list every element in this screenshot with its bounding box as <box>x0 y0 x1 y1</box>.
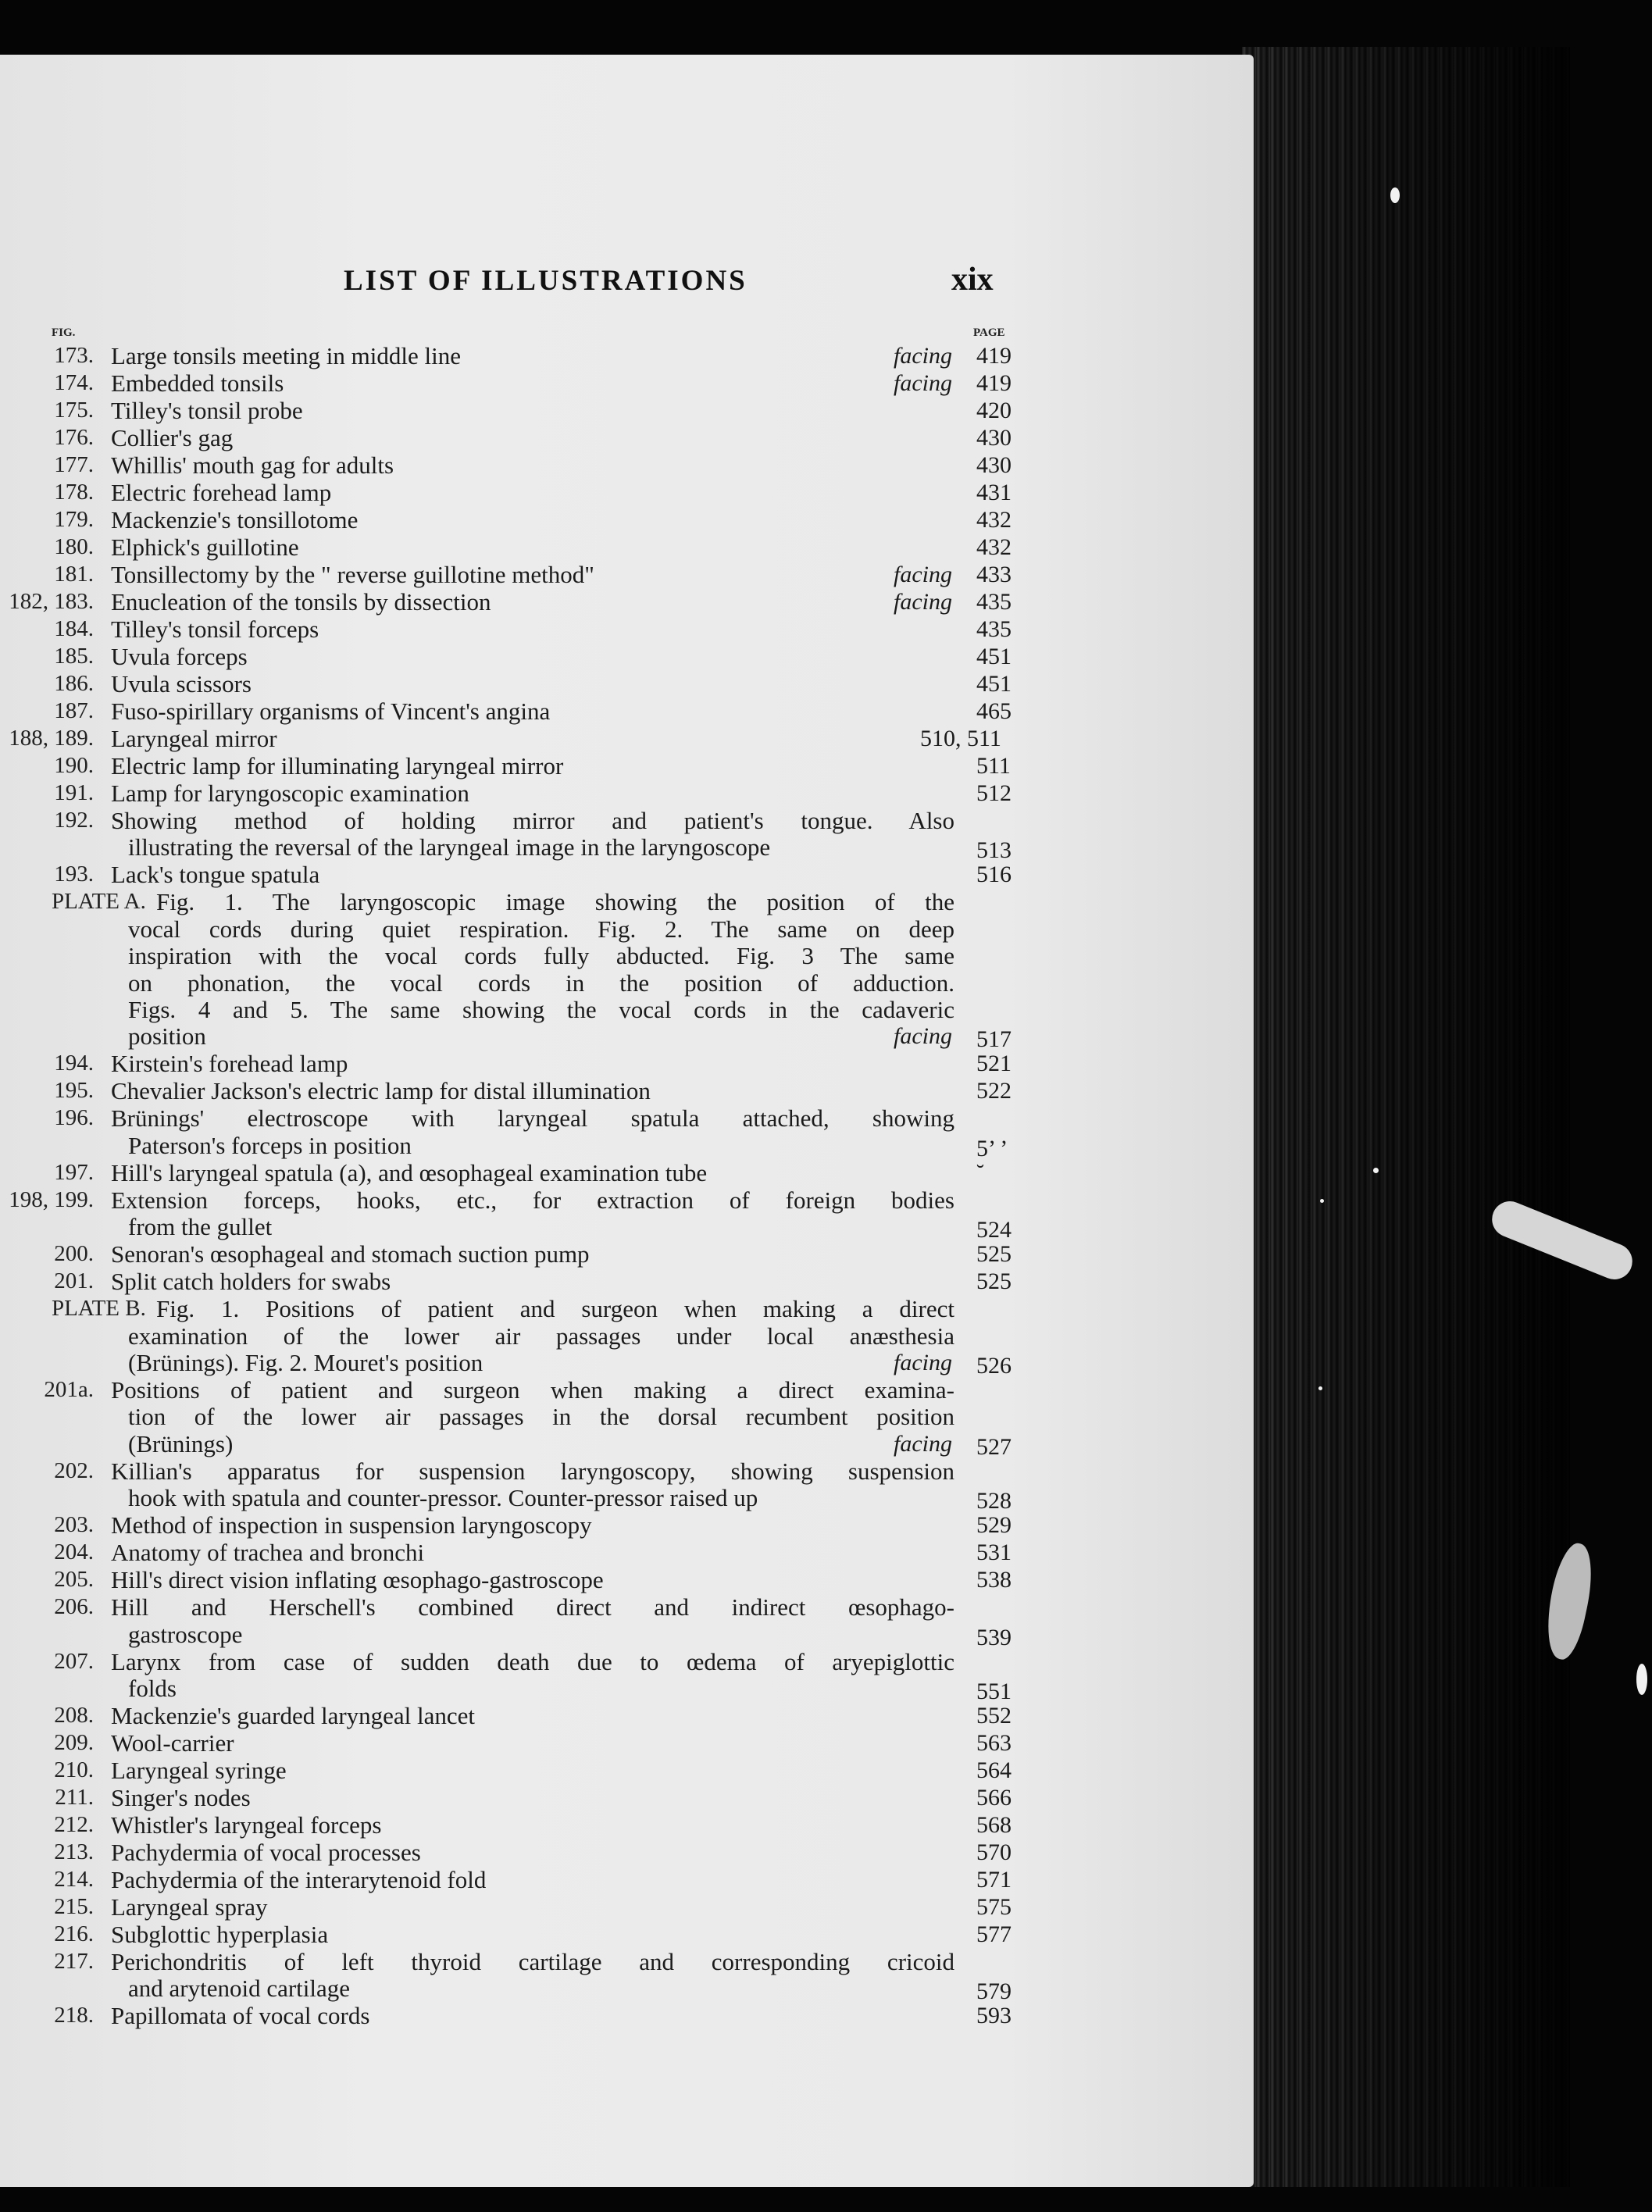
entry-caption-line: folds <box>128 1674 177 1702</box>
figure-number: 180. <box>54 534 94 559</box>
entry-caption-line: Tonsillectomy by the " reverse guillotine method" <box>111 561 594 588</box>
page-ref: 522 <box>976 1078 1012 1104</box>
figure-number: 218. <box>54 2003 94 2028</box>
page-ref: 419 <box>976 370 1012 396</box>
entry-caption-line: gastroscope <box>128 1620 243 1648</box>
figure-number: 187. <box>54 698 94 723</box>
entry-caption-line: Laryngeal syringe <box>111 1757 287 1784</box>
figure-number: 195. <box>54 1078 94 1104</box>
entry-caption-line: Figs. 4 and 5. The same showing the vocal cords in the cadaveric <box>128 995 954 1023</box>
entry-caption-line: Electric forehead lamp <box>111 479 332 506</box>
entry-caption-line: from the gullet <box>128 1213 273 1241</box>
figure-number: 192. <box>54 808 94 833</box>
entry-caption-line: Mackenzie's guarded laryngeal lancet <box>111 1702 476 1729</box>
entry-caption-line: Lack's tongue spatula <box>111 861 320 889</box>
page-ref: 563 <box>976 1730 1012 1756</box>
page-header <box>0 264 1254 303</box>
entry-caption-line: Pachydermia of the interarytenoid fold <box>111 1866 487 1893</box>
figure-number: 201. <box>54 1268 94 1294</box>
facing-label: facing <box>894 589 952 615</box>
figure-number: 193. <box>54 862 94 887</box>
page-ref: 568 <box>976 1812 1012 1838</box>
page-ref: 525 <box>976 1241 1012 1268</box>
figure-number: 174. <box>54 370 94 395</box>
page-column-label: PAGE <box>973 326 1005 339</box>
entry-caption-line: Papillomata of vocal cords <box>111 2002 370 2030</box>
entry-caption-line: Split catch holders for swabs <box>111 1268 391 1296</box>
dust-speck <box>1320 1199 1324 1203</box>
entry-caption-line: Showing method of holding mirror and patient's tongue. Also <box>111 807 954 834</box>
entry-caption-line: Whillis' mouth gag for adults <box>111 451 394 479</box>
page-ref: 5’ ’ <box>976 1135 1008 1161</box>
page-ref: 579 <box>976 1978 1012 2005</box>
figure-number: 204. <box>54 1539 94 1565</box>
entry-caption-line: Perichondritis of left thyroid cartilage and corresponding cricoid <box>111 1948 954 1975</box>
figure-number: 182, 183. <box>9 589 94 614</box>
figure-number: 185. <box>54 644 94 669</box>
entry-caption-line: Enucleation of the tonsils by dissection <box>111 588 491 615</box>
page-number: xix <box>951 262 994 298</box>
dust-speck <box>1390 187 1400 203</box>
page-ref: 529 <box>976 1512 1012 1539</box>
entry-caption-line: Uvula scissors <box>111 670 252 697</box>
figure-number: 208. <box>54 1703 94 1728</box>
facing-label: facing <box>894 1023 952 1050</box>
page-ref: 526 <box>976 1352 1012 1379</box>
entry-caption-line: Killian's apparatus for suspension laryngoscopy, showing suspension <box>111 1457 954 1485</box>
page-ref: 570 <box>976 1839 1012 1865</box>
figure-number: 215. <box>54 1894 94 1919</box>
figure-number: 190. <box>54 753 94 778</box>
page-ref: 451 <box>976 671 1012 697</box>
page-ref: 430 <box>976 452 1012 478</box>
figure-number: 203. <box>54 1512 94 1538</box>
figure-number: 194. <box>54 1051 94 1076</box>
page-ref: 433 <box>976 562 1012 587</box>
page-ref: 465 <box>976 698 1012 724</box>
entry-caption-line: Hill's laryngeal spatula (a), and œsophageal examination tube <box>111 1158 708 1186</box>
entry-caption-line: Collier's gag <box>111 424 234 451</box>
page-ref: 512 <box>976 780 1012 806</box>
entry-caption-line: Singer's nodes <box>111 1784 251 1811</box>
page-ref: 525 <box>976 1268 1012 1295</box>
page-ref: 432 <box>976 534 1012 560</box>
figure-number: 186. <box>54 671 94 696</box>
entry-caption-line: Hill and Herschell's combined direct and indirect œsophago- <box>111 1593 954 1622</box>
entry-caption-line: Larynx from case of sudden death due to œdema of aryepiglottic <box>111 1647 954 1675</box>
figure-number: 177. <box>54 452 94 477</box>
page-ref: 539 <box>976 1624 1012 1650</box>
running-head: LIST OF ILLUSTRATIONS <box>344 265 748 297</box>
figure-number: PLATE B. <box>52 1296 146 1322</box>
entry-caption-line: Brünings' electroscope with laryngeal spatula attached, showing <box>111 1104 954 1133</box>
facing-label: facing <box>894 370 952 396</box>
page-ref: 552 <box>976 1703 1012 1729</box>
entry-caption-line: Fig. 1. The laryngoscopic image showing the position of the <box>156 888 954 916</box>
facing-label: facing <box>894 562 952 587</box>
page-ref: ˘ <box>976 1159 984 1186</box>
figure-number: 201a. <box>44 1377 94 1402</box>
entry-caption-line: inspiration with the vocal cords fully abducted. Fig. 3 The same <box>128 942 954 970</box>
book-page <box>0 55 1254 2187</box>
entry-caption-line: Lamp for laryngoscopic examination <box>111 780 469 807</box>
page-ref: 431 <box>976 480 1012 505</box>
facing-label: facing <box>894 343 952 369</box>
entry-caption-line: Senoran's œsophageal and stomach suction pump <box>111 1240 590 1268</box>
entry-caption-line: Tilley's tonsil forceps <box>111 615 319 643</box>
entry-caption-line: Wool-carrier <box>111 1729 234 1757</box>
figure-number: 175. <box>54 398 94 423</box>
page-ref: 521 <box>976 1051 1012 1077</box>
page-ref: 517 <box>976 1026 1012 1053</box>
entry-caption-line: Elphick's guillotine <box>111 533 299 561</box>
entry-caption-line: and arytenoid cartilage <box>128 1975 351 2003</box>
figure-number: 211. <box>55 1785 94 1810</box>
figure-number: 196. <box>54 1105 94 1131</box>
dust-speck <box>1318 1386 1322 1390</box>
entry-caption-line: Anatomy of trachea and bronchi <box>111 1539 425 1567</box>
entry-caption-line: Laryngeal spray <box>111 1893 268 1921</box>
entry-caption-line: Positions of patient and surgeon when making a direct examina- <box>111 1376 954 1404</box>
page-ref: 577 <box>976 1921 1012 1947</box>
figure-number: 210. <box>54 1757 94 1782</box>
entry-caption-line: Extension forceps, hooks, etc., for extraction of foreign bodies <box>111 1186 954 1214</box>
page-ref: 551 <box>976 1678 1012 1704</box>
page-ref: 430 <box>976 425 1012 451</box>
figure-number: 212. <box>54 1812 94 1837</box>
page-ref: 511 <box>976 753 1011 779</box>
page-ref: 566 <box>976 1785 1012 1811</box>
page-ref: 527 <box>976 1433 1012 1460</box>
entry-caption-line: Chevalier Jackson's electric lamp for distal illumination <box>111 1077 651 1105</box>
entry-caption-line: Pachydermia of vocal processes <box>111 1839 421 1866</box>
page-ref: 451 <box>976 644 1012 669</box>
entry-caption-line: examination of the lower air passages under local anæsthesia <box>128 1322 954 1350</box>
figure-number: 205. <box>54 1567 94 1593</box>
page-ref: 575 <box>976 1894 1012 1920</box>
entry-caption-line: position <box>128 1022 206 1051</box>
figure-number: 207. <box>54 1648 94 1674</box>
entry-caption-line: Method of inspection in suspension laryngoscopy <box>111 1511 592 1539</box>
figure-number: 176. <box>54 425 94 450</box>
entry-caption-line: Tilley's tonsil probe <box>111 397 303 424</box>
figure-number: 188, 189. <box>9 726 94 751</box>
entry-caption-line: Embedded tonsils <box>111 369 284 397</box>
figure-number: 178. <box>54 480 94 505</box>
entry-caption-line: Large tonsils meeting in middle line <box>111 342 461 369</box>
entry-caption-line: Laryngeal mirror <box>111 725 277 752</box>
book-edge-shadow <box>1242 47 1570 2187</box>
entry-caption-line: Electric lamp for illuminating laryngeal mirror <box>111 752 564 780</box>
page-ref: 435 <box>976 616 1012 642</box>
page-ref: 564 <box>976 1757 1012 1783</box>
figure-number: PLATE A. <box>52 889 146 915</box>
figure-number: 216. <box>54 1921 94 1946</box>
facing-label: facing <box>894 1349 952 1375</box>
figure-number: 181. <box>54 562 94 587</box>
figure-number: 214. <box>54 1867 94 1892</box>
figure-number: 209. <box>54 1730 94 1755</box>
page-ref: 571 <box>976 1867 1012 1893</box>
page-ref: 432 <box>976 507 1012 533</box>
page-ref: 419 <box>976 343 1012 369</box>
entry-caption-line: Fuso-spirillary organisms of Vincent's angina <box>111 697 551 725</box>
figure-number: 213. <box>54 1839 94 1864</box>
page-ref: 435 <box>976 589 1012 615</box>
figure-number: 202. <box>54 1457 94 1483</box>
figure-number: 179. <box>54 507 94 532</box>
entry-caption-line: Uvula forceps <box>111 643 248 670</box>
figure-number: 191. <box>54 780 94 805</box>
entry-caption-line: illustrating the reversal of the laryngeal image in the laryngoscope <box>128 833 771 862</box>
page-ref: 420 <box>976 398 1012 423</box>
page-ref: 513 <box>976 837 1012 864</box>
figure-number: 200. <box>54 1241 94 1267</box>
figure-number: 173. <box>54 343 94 368</box>
figure-number: 197. <box>54 1159 94 1185</box>
figure-number: 217. <box>54 1949 94 1974</box>
page-ref: 593 <box>976 2003 1012 2029</box>
page-ref: 516 <box>976 862 1012 888</box>
entry-caption-line: hook with spatula and counter-pressor. Counter-pressor raised up <box>128 1484 758 1512</box>
entry-caption-line: vocal cords during quiet respiration. Fig. 2. The same on deep <box>128 915 954 943</box>
facing-label: facing <box>894 1430 952 1457</box>
page-ref: 538 <box>976 1567 1012 1593</box>
entry-caption-line: Mackenzie's tonsillotome <box>111 506 359 533</box>
entry-caption-line: Subglottic hyperplasia <box>111 1921 329 1948</box>
entry-caption-line: Hill's direct vision inflating œsophago-gastroscope <box>111 1566 604 1594</box>
dust-speck <box>1636 1664 1647 1695</box>
entry-caption-line: Kirstein's forehead lamp <box>111 1050 348 1078</box>
page-ref: 510, 511 <box>920 726 1001 751</box>
entry-caption-line: (Brünings). Fig. 2. Mouret's position <box>128 1348 483 1376</box>
entry-caption-line: Fig. 1. Positions of patient and surgeon when making a direct <box>156 1295 954 1323</box>
figure-number: 206. <box>54 1594 94 1620</box>
entry-caption-line: (Brünings) <box>128 1429 234 1457</box>
page-ref: 524 <box>976 1217 1012 1243</box>
entry-caption-line: Paterson's forceps in position <box>128 1131 412 1159</box>
entry-caption-line: tion of the lower air passages in the dorsal recumbent position <box>128 1403 954 1431</box>
page-ref: 531 <box>976 1539 1012 1566</box>
entry-caption-line: Whistler's laryngeal forceps <box>111 1811 382 1839</box>
figure-number: 184. <box>54 616 94 641</box>
page-ref: 528 <box>976 1488 1012 1515</box>
fig-column-label: FIG. <box>52 326 76 339</box>
figure-number: 198, 199. <box>9 1186 94 1212</box>
dust-speck <box>1373 1168 1379 1173</box>
entry-caption-line: on phonation, the vocal cords in the position of adduction. <box>128 969 954 997</box>
